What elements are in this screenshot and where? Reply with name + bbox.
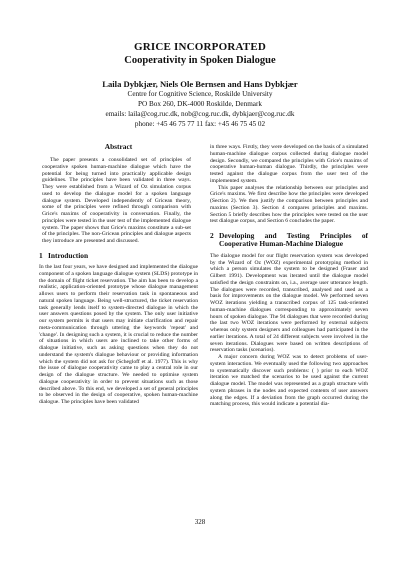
- page-number: 328: [194, 518, 206, 526]
- paper-subtitle: Cooperativity in Spoken Dialogue: [124, 55, 276, 66]
- affiliation-block: [0, 89, 400, 129]
- affiliation-address: PO Box 260, DK-4000 Roskilde, Denmark: [138, 100, 262, 108]
- section-2-heading: [210, 232, 368, 249]
- right-paragraph-2: This paper analyses the relationship between our principles and Grice's maxims. We first describe how the principles were developed (Section 2). We then justify the comparison between principles and maxims (Section 3). Section 4 compares principles and maxims. Section 5 briefly describes how the principles were tested on the user test dialogue corpus, and Section 6 concludes the paper.: [210, 184, 368, 225]
- affiliation-phone-fax: phone: +45 46 75 77 11 fax: +45 46 75 45 02: [134, 120, 266, 128]
- abstract-heading: Abstract: [104, 142, 133, 151]
- affiliation-centre: Centre for Cognitive Science, Roskilde University: [127, 90, 273, 98]
- section-1-heading: [39, 252, 198, 260]
- section-1-paragraph: In the last four years, we have designed and implemented the dialogue component of a spoken language dialogue system (SLDS) prototype in the domain of flight ticket reservation. The aim has been to develop a realistic, application-oriented prototype whose dialogue management allows users to perform their reservation task in spontaneous and natural spoken language. Being well-structured, the ticket reservation task generally lends itself to system-directed dialogue in which the user answers questions posed by the system. The only user initiative our system permits is that users may initiate clarification and repair meta-communication through uttering the keywords 'repeat' and 'change'. In designing such a system, it is crucial to reduce the number of situations in which users are inclined to take other forms of dialogue initiative, such as asking questions when they do not understand the system's dialogue behaviour or providing information which the system did not ask for (Schegloff et al. 1977). This is why the issue of dialogue cooperativity came to play a central role in our design of the dialogue structure. We needed to optimise system dialogue cooperativity in order to prevent situations such as those described above. To this end, we developed a set of general principles to be observed in the design of cooperative, spoken human-machine dialogue. The principles have been validated: [39, 264, 198, 406]
- section-2-title: Developing and Testing Principles of Cooperative Human-Machine Dialogue: [219, 231, 368, 249]
- affiliation-emails: emails: laila@cog.ruc.dk, nob@cog.ruc.dk, dybkjaer@cog.ruc.dk: [105, 110, 295, 118]
- section-2-paragraph-1: The dialogue model for our flight reservation system was developed by the Wizard of Oz (WOZ) experimental prototyping method in which a person simulates the system to be designed (Fraser and Gilbert 1991). Development was iterated until the dialogue model satisfied the design constraints on, i.a., average user utterance length. The dialogues were recorded, transcribed, analysed and used as a basis for improvements on the dialogue model. We performed seven WOZ iterations yielding a transcribed corpus of 125 task-oriented human-machine dialogues corresponding to approximately seven hours of spoken dialogue. The 94 dialogues that were recorded during the last two WOZ iterations were performed by external subjects whereas only system designers and colleagues had participated in the earlier iterations. A total of 24 different subjects were involved in the seven iterations. Dialogues were based on written descriptions of reservation tasks (scenarios).: [210, 252, 368, 354]
- paper-title: GRICE INCORPORATED: [133, 41, 267, 53]
- right-column: [210, 144, 368, 408]
- section-2-paragraph-2: A major concern during WOZ was to detect problems of user-system interaction. We eventually used the following two approaches to systematically discover such problems: ( ) prior to each WOZ iteration we matched the scenarios to be used against the current dialogue model. The model was represented as a graph structure with system phrases in the nodes and expected contents of user answers along the edges. If a deviation from the graph occurred during the matching process, this would indicate a potential dia-: [210, 354, 368, 408]
- section-2-number: 2: [210, 231, 214, 240]
- abstract-text: The paper presents a consolidated set of principles of cooperative spoken human-machine dialogue which have the potential for being turned into practically applicable design guidelines. The principles have been validated in three ways. They were established from a Wizard of Oz simulation corpus used to develop the dialogue model for a spoken language dialogue system. Developed independently of Gricean theory, some of the principles were refined through comparison with Grice's maxims of cooperativity in conversation. Finally, the principles were tested in the user test of the implemented dialogue system. The paper shows that Grice's maxims constitute a sub-set of the principles. The non-Gricean principles and dialogue aspects they introduce are presented and discussed.: [42, 157, 191, 244]
- section-1-title: Introduction: [48, 250, 89, 260]
- section-1-number: 1: [39, 250, 43, 260]
- right-paragraph-1: in three ways. Firstly, they were developed on the basis of a simulated human-machine dialogue corpus collected during dialogue model design. Secondly, we compared the principles with Grice's maxims of cooperative human-human dialogue. Thirdly, the principles were tested against the dialogue corpus from the user test of the implemented system.: [210, 144, 368, 184]
- authors: Laila Dybkjær, Niels Ole Bernsen and Hans Dybkjær: [102, 79, 298, 89]
- left-column: [39, 143, 198, 406]
